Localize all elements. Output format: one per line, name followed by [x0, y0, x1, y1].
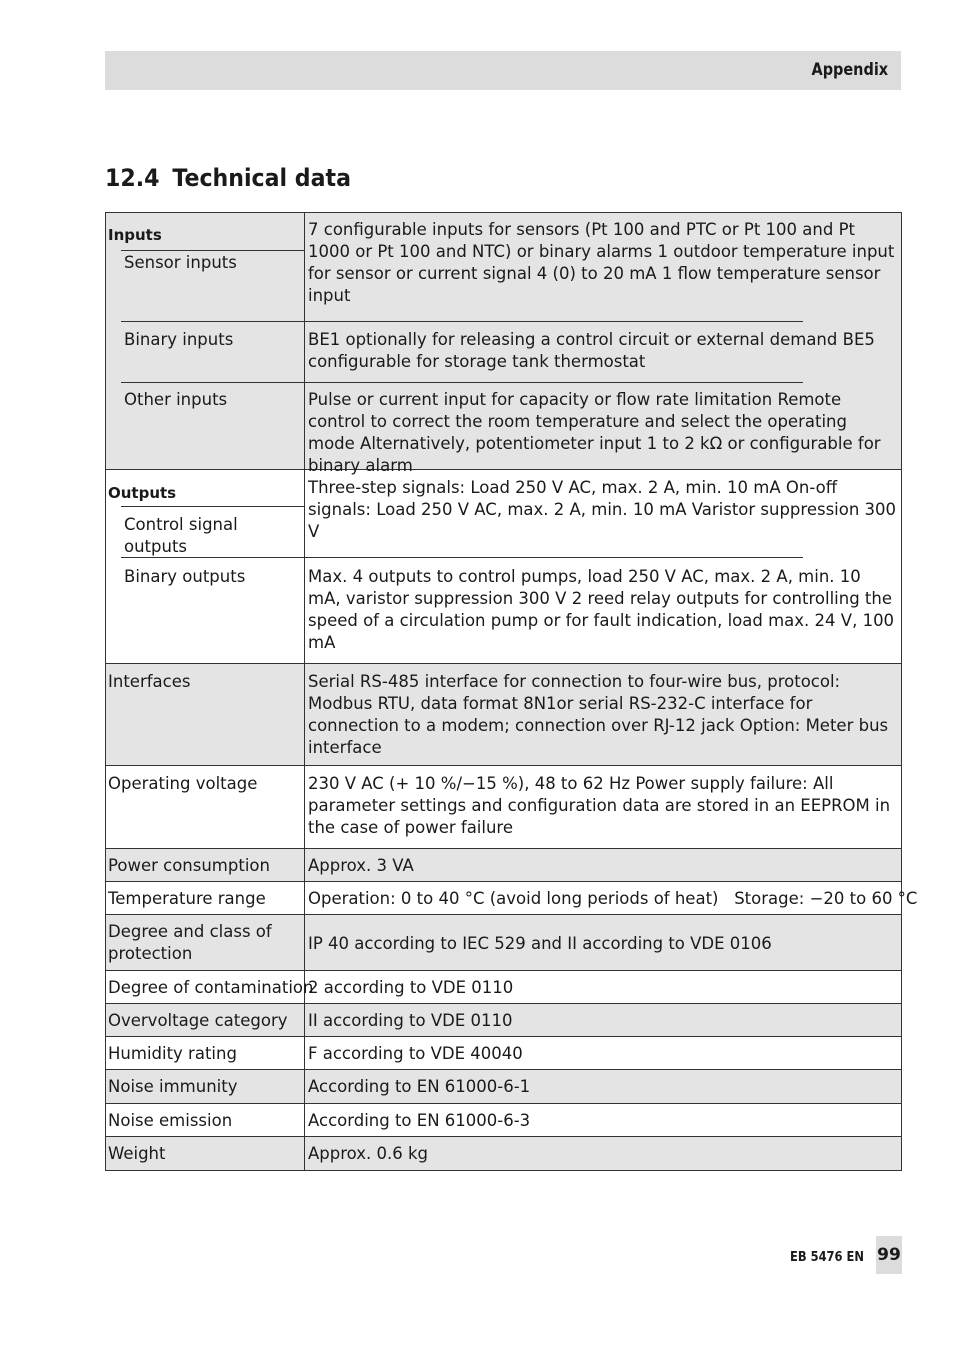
- document-code: EB 5476 EN: [790, 1249, 864, 1265]
- value-cell: [305, 322, 901, 383]
- value-cell: [305, 558, 901, 663]
- header-bar: [105, 51, 901, 90]
- table-row-contamination: [105, 971, 902, 1004]
- value-line: Max. 4 outputs to control pumps,: [308, 567, 583, 586]
- page-title: [105, 164, 351, 192]
- value-noise-immunity: According to EN 61000-6-1: [308, 1077, 531, 1096]
- label-operating-voltage: Operating voltage: [106, 766, 305, 848]
- sub-label-control-signal-outputs: Control signal outputs: [124, 515, 238, 556]
- sub-label-sensor-inputs: Sensor inputs: [124, 253, 237, 272]
- table-row-humidity: [105, 1037, 902, 1070]
- value-line: Varistor suppression 300 V: [308, 500, 897, 541]
- table-row-interfaces: [105, 664, 902, 766]
- table-row-noise-emission: [105, 1104, 902, 1137]
- label-cell: [106, 383, 305, 469]
- table-row-binary-inputs: [105, 322, 902, 383]
- label-cell: [106, 558, 305, 663]
- group-label-outputs: Outputs: [108, 484, 177, 502]
- value-line: Power supply failure: All parameter settings and configuration data are: [308, 774, 834, 815]
- sub-label-other-inputs: Other inputs: [124, 390, 228, 409]
- label-cell: [106, 213, 305, 322]
- value-humidity: F according to VDE 40040: [308, 1044, 523, 1063]
- value-cell: [305, 383, 901, 475]
- value-cell: [305, 664, 901, 765]
- label-noise-emission: Noise emission: [106, 1104, 305, 1136]
- value-protection: IP 40 according to IEC 529 and II according to VDE 0106: [308, 934, 772, 953]
- label-power-consumption: Power consumption: [106, 849, 305, 881]
- table-row-weight: [105, 1137, 902, 1171]
- sub-divider: [121, 250, 304, 251]
- value-line: 230 V AC (+ 10 %/−15 %), 48 to 62 Hz: [308, 774, 631, 793]
- sub-divider: [121, 506, 304, 507]
- label-contamination: Degree of contamination: [106, 971, 305, 1003]
- value-line: RTU, data format 8N1or serial RS-232-C interface for connection to a: [308, 694, 813, 735]
- table-row-control-outputs: [105, 470, 902, 558]
- technical-data-table: [105, 212, 918, 1171]
- label-cell: [106, 915, 305, 970]
- table-row-other-inputs: [105, 383, 902, 475]
- value-line: 7 configurable inputs for sensors (Pt 100 and PTC or: [308, 220, 739, 239]
- value-line: Remote control to correct the room temperature and select the operating mode: [308, 390, 847, 453]
- value-line: modem; connection over RJ-12 jack: [441, 716, 735, 735]
- value-line: fault indication, load max. 24 V, 100 mA: [308, 611, 895, 652]
- value-line: BE1 optionally for releasing a control circuit or external demand: [308, 330, 838, 349]
- label-overvoltage: Overvoltage category: [106, 1004, 305, 1036]
- value-weight: Approx. 0.6 kg: [308, 1144, 429, 1163]
- label-cell: [106, 322, 305, 383]
- page-number: 99: [876, 1236, 902, 1274]
- label-interfaces: Interfaces: [106, 664, 305, 765]
- value-cell: [305, 766, 901, 848]
- value-cell: [305, 213, 901, 322]
- value-line: stored in an EEPROM in the case of power failure: [308, 796, 891, 837]
- table-row-overvoltage: [105, 1004, 902, 1037]
- section-title-text: Technical data: [172, 164, 351, 192]
- table-row-protection: [105, 915, 902, 971]
- table-row-binary-outputs: [105, 558, 902, 664]
- value-power-consumption: Approx. 3 VA: [308, 856, 414, 875]
- value-temperature-range: Operation: 0 to 40 °C (avoid long periods of heat) Storage: −20 to 60 °C: [308, 889, 918, 908]
- table-row-power-consumption: [105, 849, 902, 882]
- value-line: Three-step signals: Load 250 V AC, max. 2 A, min. 10 mA: [308, 478, 781, 497]
- label-cell: [106, 470, 305, 558]
- value-line: Pt 100 and Pt 1000 or Pt 100 and NTC) or binary alarms: [308, 220, 855, 261]
- value-line: 1 flow temperature sensor input: [308, 264, 881, 305]
- value-line: 2 reed relay outputs for controlling the speed of a circulation pump or for: [308, 589, 892, 630]
- group-label-inputs: Inputs: [108, 226, 162, 244]
- label-temperature-range: Temperature range: [106, 882, 305, 914]
- sub-label-binary-outputs: Binary outputs: [124, 567, 246, 586]
- value-noise-emission: According to EN 61000-6-3: [308, 1111, 531, 1130]
- value-line: On-off signals: Load 250 V AC, max. 2 A, min. 10 mA: [308, 478, 838, 519]
- table-row-noise-immunity: [105, 1070, 902, 1104]
- value-cell: [305, 470, 901, 558]
- value-line: Pulse or current input for capacity or flow rate limitation: [308, 390, 773, 409]
- label-noise-immunity: Noise immunity: [106, 1070, 305, 1103]
- value-line: load 250 V AC, max. 2 A, min. 10 mA, varistor suppression 300 V: [308, 567, 861, 608]
- header-section-title: Appendix: [811, 60, 888, 80]
- value-line: 1 outdoor temperature input for sensor or current signal 4 (0) to 20 mA: [308, 242, 895, 283]
- sub-label-binary-inputs: Binary inputs: [124, 330, 234, 349]
- label-weight: Weight: [106, 1137, 305, 1170]
- label-protection-line: Degree and class of: [108, 922, 272, 941]
- table-row-sensor-inputs: [105, 212, 902, 322]
- table-row-operating-voltage: [105, 766, 902, 849]
- label-humidity: Humidity rating: [106, 1037, 305, 1069]
- section-number: 12.4: [105, 164, 160, 192]
- value-line: Alternatively, potentiometer input 1 to 2 kΩ or configurable for binary alarm: [308, 434, 881, 475]
- label-protection-line: protection: [108, 944, 193, 963]
- value-overvoltage: II according to VDE 0110: [308, 1011, 513, 1030]
- table-row-temperature-range: [105, 882, 918, 915]
- value-contamination: 2 according to VDE 0110: [308, 978, 514, 997]
- value-line: BE5 configurable for storage tank thermostat: [308, 330, 875, 371]
- value-line: Serial RS-485 interface for connection to four-wire bus, protocol: Modbus: [308, 672, 841, 713]
- value-line: Option: Meter bus interface: [308, 716, 889, 757]
